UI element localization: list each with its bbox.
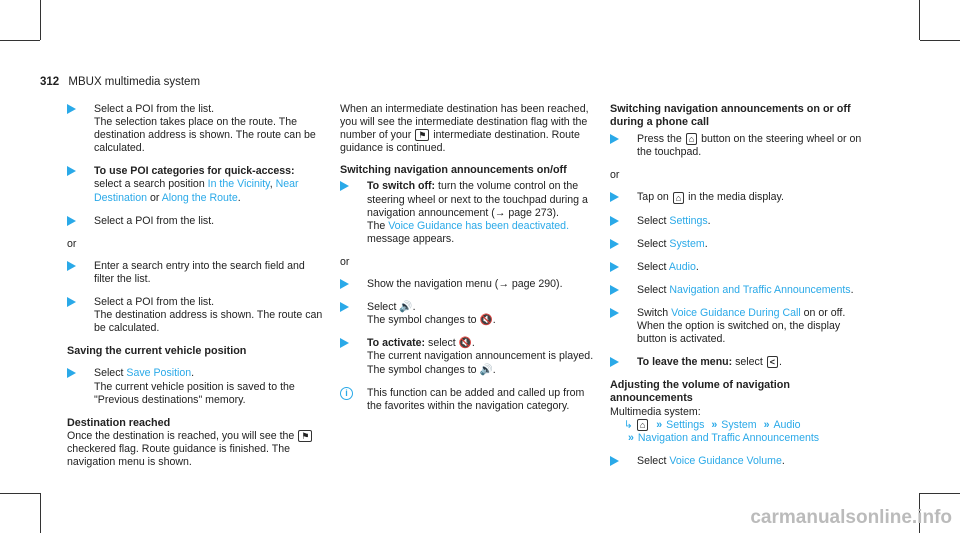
speaker-on-icon: 🔊 <box>399 301 413 314</box>
step-item <box>67 367 327 406</box>
step-arrow-icon <box>67 166 76 176</box>
step-item <box>340 278 600 291</box>
step-item <box>340 337 600 376</box>
step-item <box>610 455 870 468</box>
step-heading: To use POI categories for quick-access: <box>94 165 295 178</box>
link-near-destination: Near Destination <box>94 178 299 204</box>
watermark: carmanualsonline.info <box>750 507 952 528</box>
step-item <box>67 296 327 335</box>
step-item <box>67 260 327 286</box>
step-arrow-icon <box>610 262 619 272</box>
info-icon: i <box>340 387 353 400</box>
section-heading: Switching navigation announcements on/off <box>340 164 567 177</box>
step-item <box>610 191 870 204</box>
step-text: Select Save Position. <box>94 367 195 380</box>
step-arrow-icon <box>67 104 76 114</box>
step-text: To activate: select 🔇. <box>367 337 475 350</box>
step-arrow-icon <box>67 297 76 307</box>
section-heading: Destination reached <box>67 416 171 429</box>
step-text: Select 🔊. <box>367 301 416 314</box>
crop-mark <box>40 493 41 533</box>
step-arrow-icon <box>340 279 349 289</box>
step-result: The current navigation announcement is played. <box>367 350 594 363</box>
step-arrow-icon <box>340 181 349 191</box>
step-text: To leave the menu: select < . <box>637 356 782 369</box>
step-text: To switch off: turn the volume control on the steering wheel or next to the touchpad during a navigation announcement (→ page 273). <box>367 180 588 219</box>
paragraph: When an intermediate destination has been reached, you will see the intermediate destination flag with the number of your ⚑ intermediate destination. Route guidance is continued. <box>340 103 589 155</box>
page-number: 312 <box>40 76 60 88</box>
link-voice-guidance-volume: Voice Guidance Volume <box>669 454 782 467</box>
crop-mark <box>919 0 920 40</box>
crop-mark <box>40 0 41 40</box>
home-icon: ⌂ <box>637 419 648 431</box>
paragraph: Multimedia system: <box>610 405 701 418</box>
paragraph: Once the destination is reached, you will see the ⚑ checkered flag. Route guidance is finished. The navigation menu is shown. <box>67 430 327 469</box>
step-result: The Voice Guidance has been deactivated. message appears. <box>367 219 570 245</box>
step-text: Show the navigation menu (→ page 290). <box>367 278 563 291</box>
step-text: Select Audio. <box>637 260 699 273</box>
step-arrow-icon <box>610 134 619 144</box>
or-separator: or <box>610 169 620 182</box>
step-result: The symbol changes to 🔇. <box>367 314 496 327</box>
step-text: Tap on ⌂ in the media display. <box>637 191 784 204</box>
path-navigation-traffic: Navigation and Traffic Announcements <box>637 431 820 444</box>
intermediate-flag-icon: ⚑ <box>415 129 429 141</box>
info-text: This function can be added and called up from the favorites within the navigation category. <box>367 386 585 412</box>
or-separator: or <box>67 237 77 250</box>
step-item <box>340 301 600 327</box>
step-arrow-icon <box>67 368 76 378</box>
step-arrow-icon <box>610 456 619 466</box>
step-item <box>340 180 600 245</box>
step-result: The current vehicle position is saved to the "Previous destinations" memory. <box>94 380 295 406</box>
step-arrow-icon <box>610 308 619 318</box>
link-audio: Audio <box>668 260 696 273</box>
path-audio: Audio <box>773 418 801 431</box>
back-icon: < <box>767 356 778 368</box>
step-text: Switch Voice Guidance During Call on or off. <box>637 306 846 319</box>
step-arrow-icon <box>67 216 76 226</box>
path-settings: Settings <box>666 418 705 431</box>
link-save-position: Save Position <box>126 367 192 380</box>
step-item <box>610 238 870 251</box>
step-arrow-icon <box>340 302 349 312</box>
column-3 <box>610 103 870 478</box>
step-item <box>610 133 870 159</box>
step-item <box>610 215 870 228</box>
link-navigation-traffic-announcements: Navigation and Traffic Announcements <box>669 283 851 296</box>
step-text: Select a POI from the list. <box>94 103 215 115</box>
crop-mark <box>0 493 40 494</box>
message-voice-guidance-deactivated: Voice Guidance has been deactivated. <box>388 219 570 232</box>
link-voice-guidance-during-call: Voice Guidance During Call <box>671 306 801 319</box>
step-result: The symbol changes to 🔊. <box>367 363 496 376</box>
crop-mark <box>920 493 960 494</box>
step-text: Enter a search entry into the search field and filter the list. <box>94 259 305 285</box>
speaker-on-icon: 🔊 <box>479 363 493 376</box>
double-chevron-icon: » <box>711 418 718 431</box>
menu-path <box>610 419 870 445</box>
step-item <box>610 356 870 369</box>
double-chevron-icon: » <box>628 431 634 444</box>
or-separator: or <box>340 255 350 268</box>
link-settings: Settings <box>669 214 708 227</box>
page-title: MBUX multimedia system <box>68 76 201 88</box>
checkered-flag-icon: ⚑ <box>298 430 312 442</box>
step-text: select a search position In the Vicinity, Near Destination or Along the Route. <box>94 178 299 204</box>
column-1 <box>67 103 327 478</box>
section-heading: Saving the current vehicle position <box>67 345 247 358</box>
home-icon: ⌂ <box>673 192 684 204</box>
link-in-the-vicinity: In the Vicinity <box>207 178 270 191</box>
step-text: Select Voice Guidance Volume. <box>637 454 785 467</box>
step-text: Press the ⌂ button on the steering wheel or on the touchpad. <box>637 133 862 159</box>
section-heading: Switching navigation announcements on or off during a phone call <box>610 103 851 129</box>
home-icon: ⌂ <box>686 133 697 145</box>
step-item <box>67 103 327 155</box>
step-result: When the option is switched on, the display button is activated. <box>637 320 841 346</box>
crop-mark <box>920 40 960 41</box>
step-item <box>67 215 327 228</box>
step-result: The destination address is shown. The route can be calculated. <box>94 309 323 335</box>
section-heading: Adjusting the volume of navigation announcements <box>610 379 790 405</box>
speaker-off-icon: 🔇 <box>458 337 472 350</box>
column-2 <box>340 103 600 413</box>
step-arrow-icon <box>610 192 619 202</box>
link-system: System <box>669 237 705 250</box>
info-note <box>340 387 600 413</box>
link-along-the-route: Along the Route <box>161 191 238 204</box>
double-chevron-icon: » <box>656 418 663 431</box>
step-text: Select System. <box>637 237 708 250</box>
step-result: The selection takes place on the route. The destination address is shown. The route can be calculated. <box>94 116 316 155</box>
double-chevron-icon: » <box>763 418 770 431</box>
step-arrow-icon <box>610 285 619 295</box>
step-item <box>610 284 870 297</box>
speaker-off-icon: 🔇 <box>479 314 493 327</box>
step-text: Select Settings. <box>637 214 711 227</box>
step-arrow-icon <box>610 357 619 367</box>
step-text: Select Navigation and Traffic Announcements. <box>637 283 854 296</box>
step-text: Select a POI from the list. <box>94 214 215 227</box>
step-item <box>610 307 870 346</box>
step-item <box>610 261 870 274</box>
step-item <box>67 165 327 204</box>
step-arrow-icon <box>610 239 619 249</box>
path-system: System <box>721 418 757 431</box>
step-arrow-icon <box>340 338 349 348</box>
step-arrow-icon <box>610 216 619 226</box>
step-arrow-icon <box>67 261 76 271</box>
path-arrow-icon: ↳ <box>624 418 633 431</box>
step-text: Select a POI from the list. <box>94 296 215 309</box>
page-header <box>40 76 200 88</box>
crop-mark <box>0 40 40 41</box>
